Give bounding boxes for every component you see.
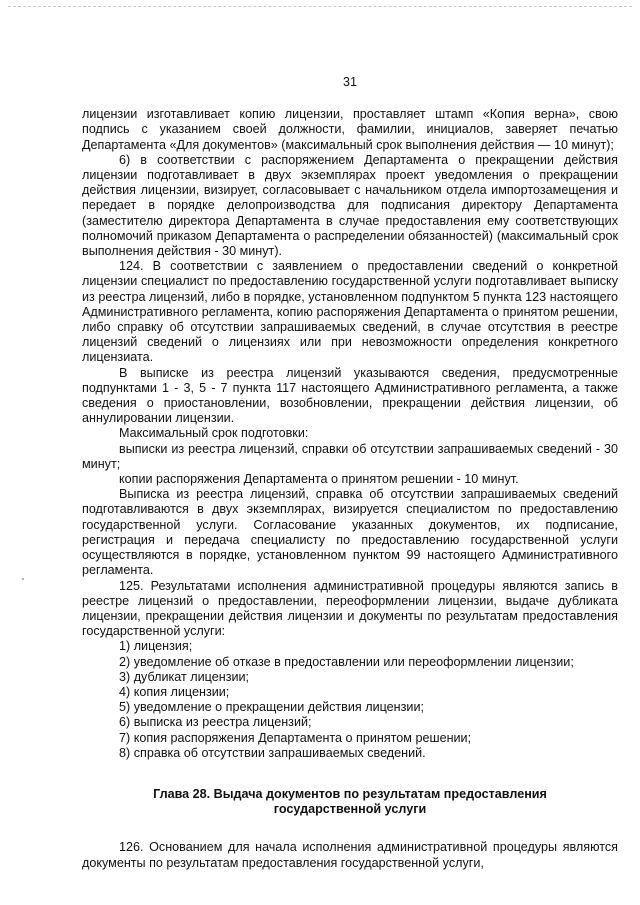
list-item: 3) дубликат лицензии; <box>119 669 250 684</box>
paragraph: 126. Основанием для начала исполнения административной процедуры являются документы по результатам предоставления государственной услуги, <box>82 840 618 870</box>
paragraph: копии распоряжения Департамента о принятом решении - 10 минут. <box>119 472 519 487</box>
list-item: 4) копия лицензии; <box>119 684 230 699</box>
paragraph: выписки из реестра лицензий, справки об отсутствии запрашиваемых сведений - 30 минут; <box>82 441 618 471</box>
paragraph: Выписка из реестра лицензий, справка об отсутствии запрашиваемых сведений подготавливаются в двух экземплярах, визируется специалистом по предоставлению государственной услуги. Согласование указанных документов, их подписание, регистрация и передача специалисту по предоставлению государственной услуги осуществляются в порядке, установленном пунктом 99 настоящего Административного регламента. <box>82 487 618 578</box>
list-item: 1) лицензия; <box>119 639 193 654</box>
chapter-heading: Глава 28. Выдача документов по результатам предоставления государственной услуги <box>153 786 547 817</box>
document-page <box>82 75 618 871</box>
list-item: 5) уведомление о прекращении действия лицензии; <box>119 700 424 715</box>
page-number: 31 <box>342 75 357 89</box>
paragraph: 6) в соответствии с распоряжением Департамента о прекращении действия лицензии подготавливает в двух экземплярах проект уведомления о прекращении действия лицензии, визирует, согласовывает с начальником отдела импортозамещения и передает в порядке делопроизводства для подписания директору Департамента (заместителю директора Департамента в случае предоставления ему соответствующих полномочий приказом Департамента о распределении обязанностей) (максимальный срок выполнения действия - 30 минут). <box>82 152 618 259</box>
list-item: 7) копия распоряжения Департамента о принятом решении; <box>119 730 472 745</box>
paragraph: 124. В соответствии с заявлением о предоставлении сведений о конкретной лицензии специалист по предоставлению государственной услуги подготавливает выписку из реестра лицензий, либо в порядке, установленном подпунктом 5 пункта 123 настоящего Административного регламента, копию распоряжения Департамента о принятом решении, либо справку об отсутствии запрашиваемых сведений, в случае отсутствия в реестре лицензий сведений о лицензиях или при невозможности определения конкретного лицензиата. <box>82 259 618 365</box>
paragraph: Максимальный срок подготовки: <box>119 426 309 441</box>
paragraph: В выписке из реестра лицензий указываются сведения, предусмотренные подпунктами 1 - 3, 5 - 7 пункта 117 настоящего Административного регламента, а также сведения о приостановлении, возобновлении, прекращении действия лицензии, об аннулировании лицензии. <box>82 365 618 426</box>
list-item: 2) уведомление об отказе в предоставлении или переоформлении лицензии; <box>119 654 574 669</box>
scan-edge-line <box>8 6 632 7</box>
scan-dot <box>22 578 24 580</box>
list-item: 8) справка об отсутствии запрашиваемых сведений. <box>119 745 426 760</box>
paragraph: 125. Результатами исполнения административной процедуры являются запись в реестре лицензий о предоставлении, переоформлении лицензии, выдаче дубликата лицензии, прекращении действия лицензии и документы по результатам предоставления государственной услуги: <box>82 578 618 639</box>
paragraph: лицензии изготавливает копию лицензии, проставляет штамп «Копия верна», свою подпись с указанием своей должности, фамилии, инициалов, заверяет печатью Департамента «Для документов» (максимальный срок выполнения действия — 10 минут); <box>82 107 618 152</box>
list-item: 6) выписка из реестра лицензий; <box>119 715 312 730</box>
